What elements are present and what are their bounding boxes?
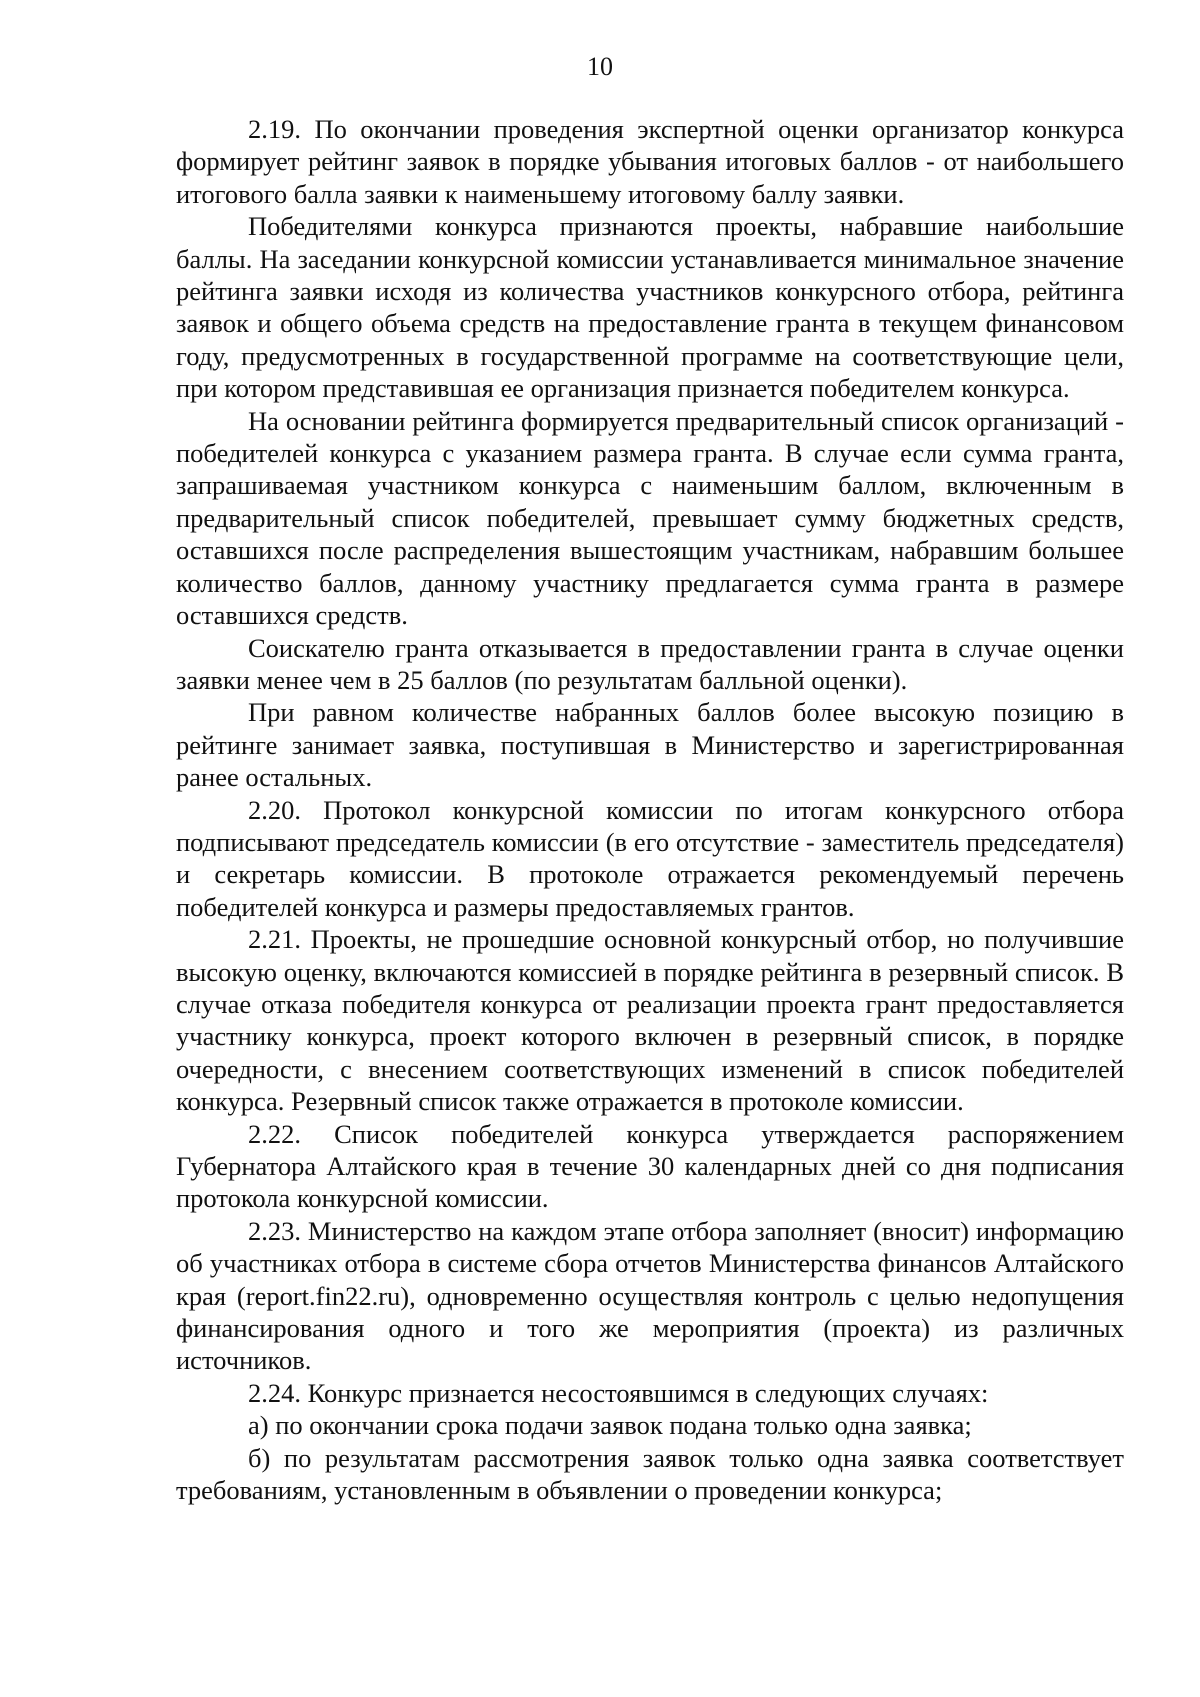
paragraph-item-b: б) по результатам рассмотрения заявок только одна заявка соответствует требованиям, установленным в объявлении о проведении конкурса; <box>176 1442 1124 1506</box>
paragraph-2-20: 2.20. Протокол конкурсной комиссии по итогам конкурсного отбора подписывают председатель комиссии (в его отсутствие - заместитель председателя) и секретарь комиссии. В протоколе отражается рекомендуемый перечень победителей конкурса и размеры предоставляемых грантов. <box>176 794 1124 922</box>
document-body <box>176 113 1124 1506</box>
paragraph-2-24: 2.24. Конкурс признается несостоявшимся в следующих случаях: <box>248 1377 989 1408</box>
paragraph-winners: Победителями конкурса признаются проекты, набравшие наибольшие баллы. На заседании конкурсной комиссии устанавливается минимальное значение рейтинга заявки исходя из количества участников конкурсного отбора, рейтинга заявок и общего объема средств на предоставление гранта в текущем финансовом году, предусмотренных в государственной программе на соответствующие цели, при котором представившая ее организация признается победителем конкурса. <box>176 211 1124 404</box>
paragraph-2-19: 2.19. По окончании проведения экспертной оценки организатор конкурса формирует рейтинг заявок в порядке убывания итоговых баллов - от наибольшего итогового балла заявки к наименьшему итоговому баллу заявки. <box>176 114 1124 209</box>
paragraph-preliminary-list: На основании рейтинга формируется предварительный список организаций - победителей конкурса с указанием размера гранта. В случае если сумма гранта, запрашиваемая участником конкурса с наименьшим баллом, включенным в предварительный список победителей, превышает сумму бюджетных средств, оставшихся после распределения вышестоящим участникам, набравшим большее количество баллов, данному участнику предлагается сумма гранта в размере оставшихся средств. <box>176 405 1124 631</box>
page-number: 10 <box>587 52 613 81</box>
paragraph-refusal: Соискателю гранта отказывается в предоставлении гранта в случае оценки заявки менее чем в 25 баллов (по результатам балльной оценки). <box>176 632 1124 695</box>
paragraph-2-21: 2.21. Проекты, не прошедшие основной конкурсный отбор, но получившие высокую оценку, включаются комиссией в порядке рейтинга в резервный список. В случае отказа победителя конкурса от реализации проекта грант предоставляется участнику конкурса, проект которого включен в резервный список, в порядке очередности, с внесением соответствующих изменений в список победителей конкурса. Резервный список также отражается в протоколе комиссии. <box>176 924 1124 1117</box>
paragraph-2-23: 2.23. Министерство на каждом этапе отбора заполняет (вносит) информацию об участниках отбора в системе сбора отчетов Министерства финансов Алтайского края (report.fin22.ru), одновременно осуществляя контроль с целью недопущения финансирования одного и того же мероприятия (проекта) из различных источников. <box>176 1215 1124 1376</box>
paragraph-equal-score: При равном количестве набранных баллов более высокую позицию в рейтинге занимает заявка, поступившая в Министерство и зарегистрированная ранее остальных. <box>176 697 1124 793</box>
paragraph-item-a: а) по окончании срока подачи заявок подана только одна заявка; <box>248 1410 972 1441</box>
paragraph-2-22: 2.22. Список победителей конкурса утверждается распоряжением Губернатора Алтайского края в течение 30 календарных дней со дня подписания протокола конкурсной комиссии. <box>176 1118 1124 1214</box>
